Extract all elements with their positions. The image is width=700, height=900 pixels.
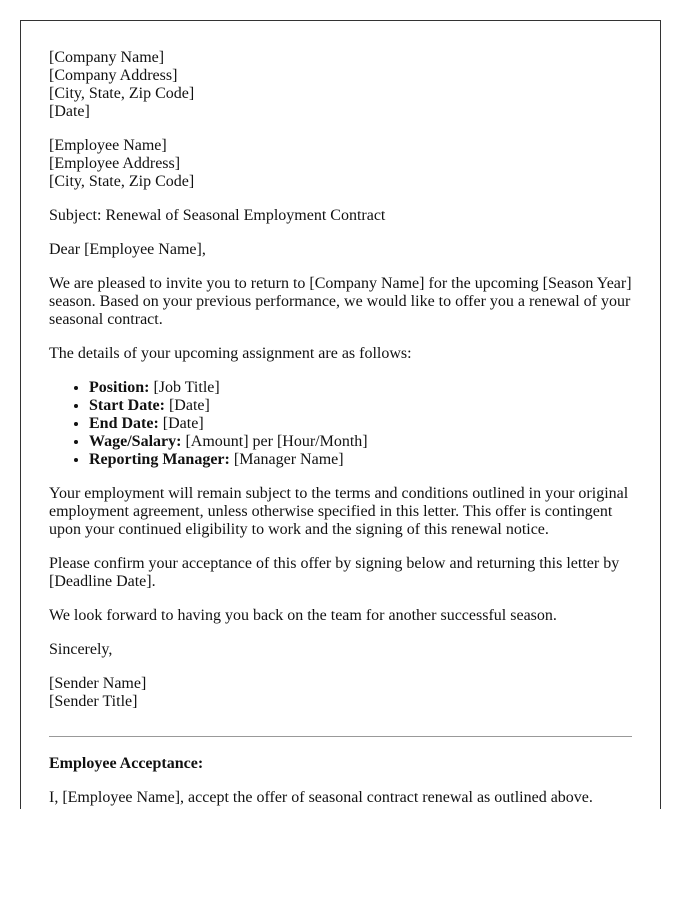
- letter-page: [20, 20, 661, 809]
- sign-off: Sincerely,: [49, 641, 113, 658]
- terms-paragraph: Your employment will remain subject to the terms and conditions outlined in your original employment agreement, unless otherwise specified in this letter. This offer is contingent upon your continued eligibility to work and the signing of this renewal notice.: [49, 485, 629, 538]
- closing-line: We look forward to having you back on the team for another successful season.: [49, 607, 557, 624]
- confirm-paragraph: Please confirm your acceptance of this offer by signing below and returning this letter by [Deadline Date].: [49, 555, 620, 590]
- salutation: Dear [Employee Name],: [49, 241, 206, 258]
- signature-block: [Sender Name] [Sender Title]: [49, 675, 147, 710]
- subject-line: Subject: Renewal of Seasonal Employment Contract: [49, 207, 386, 224]
- detail-item: • Start Date: [Date]: [89, 397, 632, 415]
- details-list: [49, 379, 632, 469]
- detail-item: • Wage/Salary: [Amount] per [Hour/Month]: [89, 433, 632, 451]
- acceptance-heading: Employee Acceptance:: [49, 755, 204, 772]
- detail-item: • Position: [Job Title]: [89, 379, 632, 397]
- details-intro: The details of your upcoming assignment are as follows:: [49, 345, 412, 362]
- acceptance-text: I, [Employee Name], accept the offer of seasonal contract renewal as outlined above.: [49, 789, 593, 806]
- sender-address: [Company Name] [Company Address] [City, State, Zip Code] [Date]: [49, 49, 195, 120]
- detail-item: • End Date: [Date]: [89, 415, 632, 433]
- intro-paragraph: We are pleased to invite you to return to [Company Name] for the upcoming [Season Year] season. Based on your previous performance, we would like to offer you a renewal of your seasonal contract.: [49, 275, 632, 328]
- detail-item: • Reporting Manager: [Manager Name]: [89, 451, 632, 469]
- divider: [49, 736, 632, 737]
- recipient-address: [Employee Name] [Employee Address] [City, State, Zip Code]: [49, 137, 195, 190]
